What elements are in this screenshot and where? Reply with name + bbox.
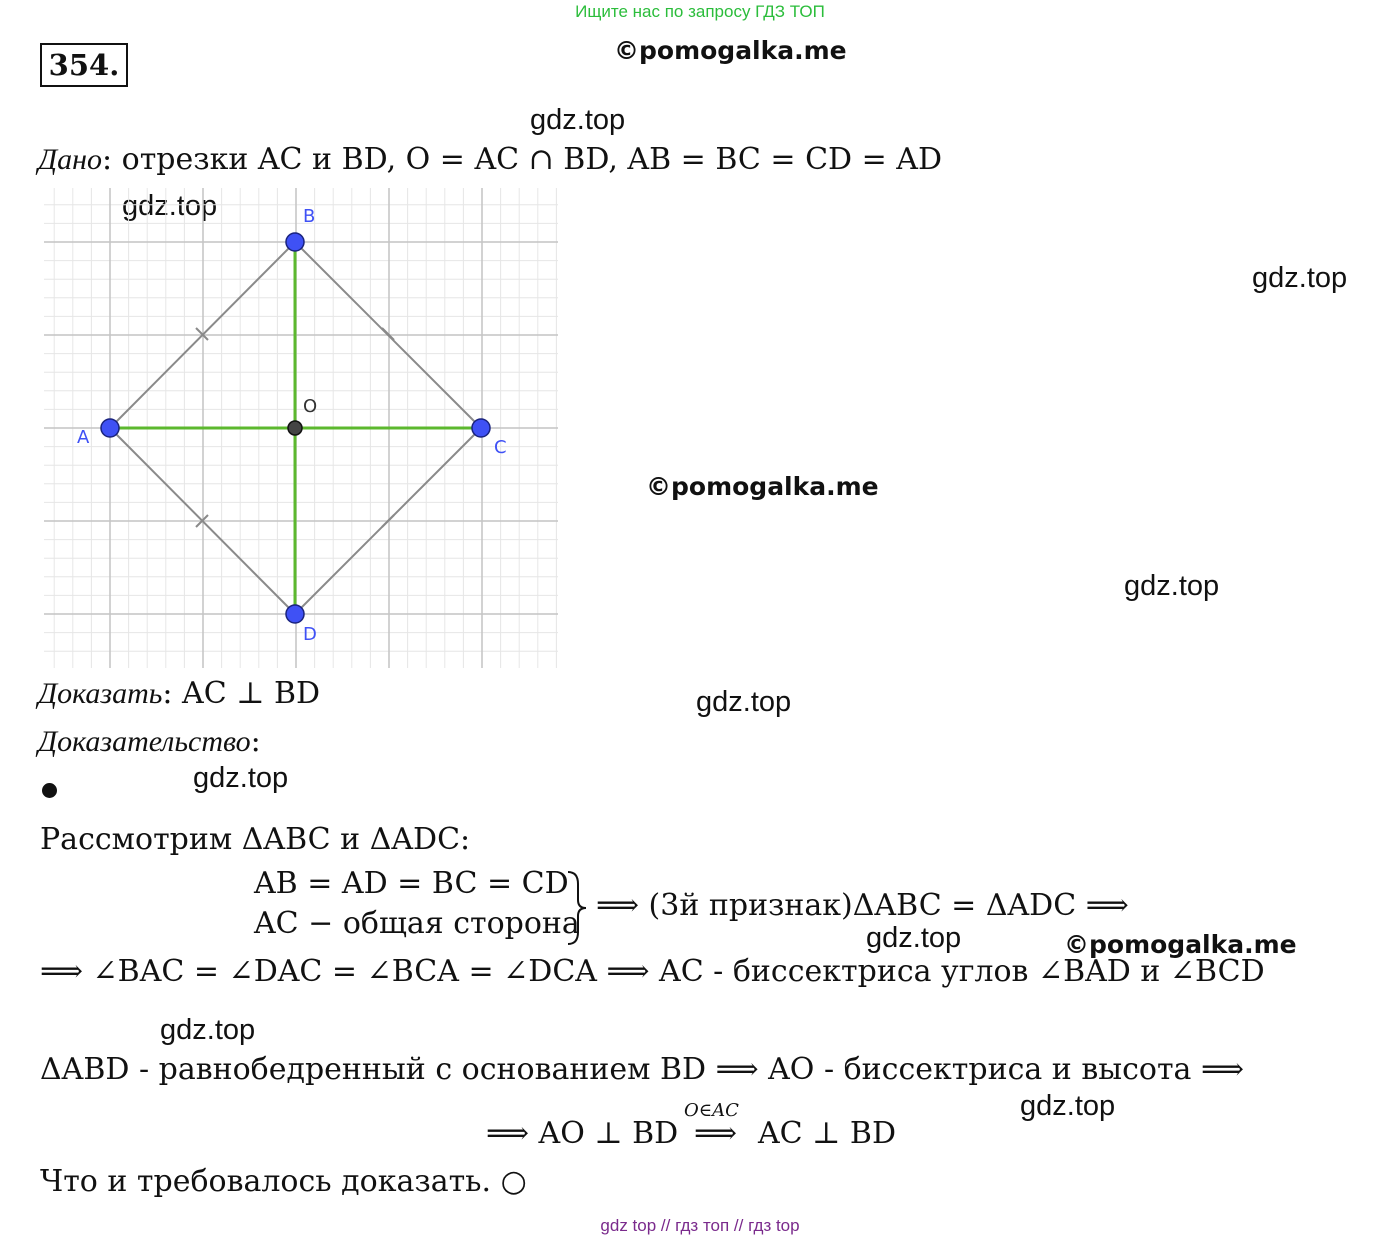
point-a xyxy=(101,419,119,437)
watermark-pomogalka: ©pomogalka.me xyxy=(614,36,847,65)
proof-line-3: ⟹ ∠BAC = ∠DAC = ∠BCA = ∠DCA ⟹ AC - биссектриса углов ∠BAD и ∠BCD xyxy=(40,954,1265,989)
footer-links[interactable]: gdz top // гдз топ // гдз top xyxy=(600,1216,800,1235)
proof-heading xyxy=(38,724,261,759)
watermark-gdz: gdz.top xyxy=(1020,1090,1116,1122)
system-line-2: AC − общая сторона xyxy=(254,906,580,941)
label-b: B xyxy=(303,206,316,227)
proof-line-5-right: AC ⊥ BD xyxy=(758,1116,897,1151)
watermark-gdz: gdz.top xyxy=(696,686,792,718)
watermark-pomogalka: ©pomogalka.me xyxy=(1064,930,1297,959)
proof-label: Доказательство xyxy=(38,725,251,758)
implication-condition: O∈AC xyxy=(684,1100,739,1121)
bullet-point xyxy=(42,783,57,798)
prove-line xyxy=(38,676,320,711)
given-label: Дано xyxy=(38,143,102,176)
proof-line-5-left: ⟹ AO ⊥ BD xyxy=(486,1116,679,1151)
watermark-gdz: gdz.top xyxy=(160,1014,256,1046)
proof-colon: : xyxy=(250,724,261,759)
system-result: ⟹ (3й признак)ΔABC = ΔADC ⟹ xyxy=(596,888,1129,923)
watermark-gdz: gdz.top xyxy=(866,922,962,954)
watermark-pomogalka: ©pomogalka.me xyxy=(646,472,879,501)
label-o: O xyxy=(303,396,318,417)
label-a: A xyxy=(77,427,90,448)
proof-line-1: Рассмотрим ΔABC и ΔADC: xyxy=(40,822,471,857)
watermark-gdz: gdz.top xyxy=(193,762,289,794)
given-text: : отрезки AC и BD, O = AC ∩ BD, AB = BC = CD = AD xyxy=(101,142,943,177)
watermark-gdz: gdz.top xyxy=(1124,570,1220,602)
point-d xyxy=(286,605,304,623)
rhombus-figure xyxy=(44,188,558,668)
implication-arrow: ⟹ xyxy=(694,1116,738,1151)
watermark-gdz: gdz.top xyxy=(1252,262,1348,294)
prove-text: : AC ⊥ BD xyxy=(162,676,321,711)
tick-ab xyxy=(196,328,208,340)
conclusion: Что и требовалось доказать. ○ xyxy=(40,1164,527,1199)
point-b xyxy=(286,233,304,251)
given-line xyxy=(38,142,942,177)
point-c xyxy=(472,419,490,437)
label-d: D xyxy=(303,624,317,645)
watermark-gdz: gdz.top xyxy=(530,104,626,136)
problem-number: 354. xyxy=(40,43,128,87)
watermark-gdz: gdz.top xyxy=(122,190,218,222)
point-o xyxy=(288,421,302,435)
tick-bc xyxy=(382,328,394,340)
system-line-1: AB = AD = BC = CD xyxy=(254,866,569,901)
brace-icon xyxy=(566,870,588,946)
top-banner[interactable]: Ищите нас по запросу ГДЗ ТОП xyxy=(575,2,825,21)
proof-line-4: ΔABD - равнобедренный с основанием BD ⟹ AO - биссектриса и высота ⟹ xyxy=(40,1052,1244,1087)
label-c: C xyxy=(494,437,507,458)
prove-label: Доказать xyxy=(38,677,163,710)
